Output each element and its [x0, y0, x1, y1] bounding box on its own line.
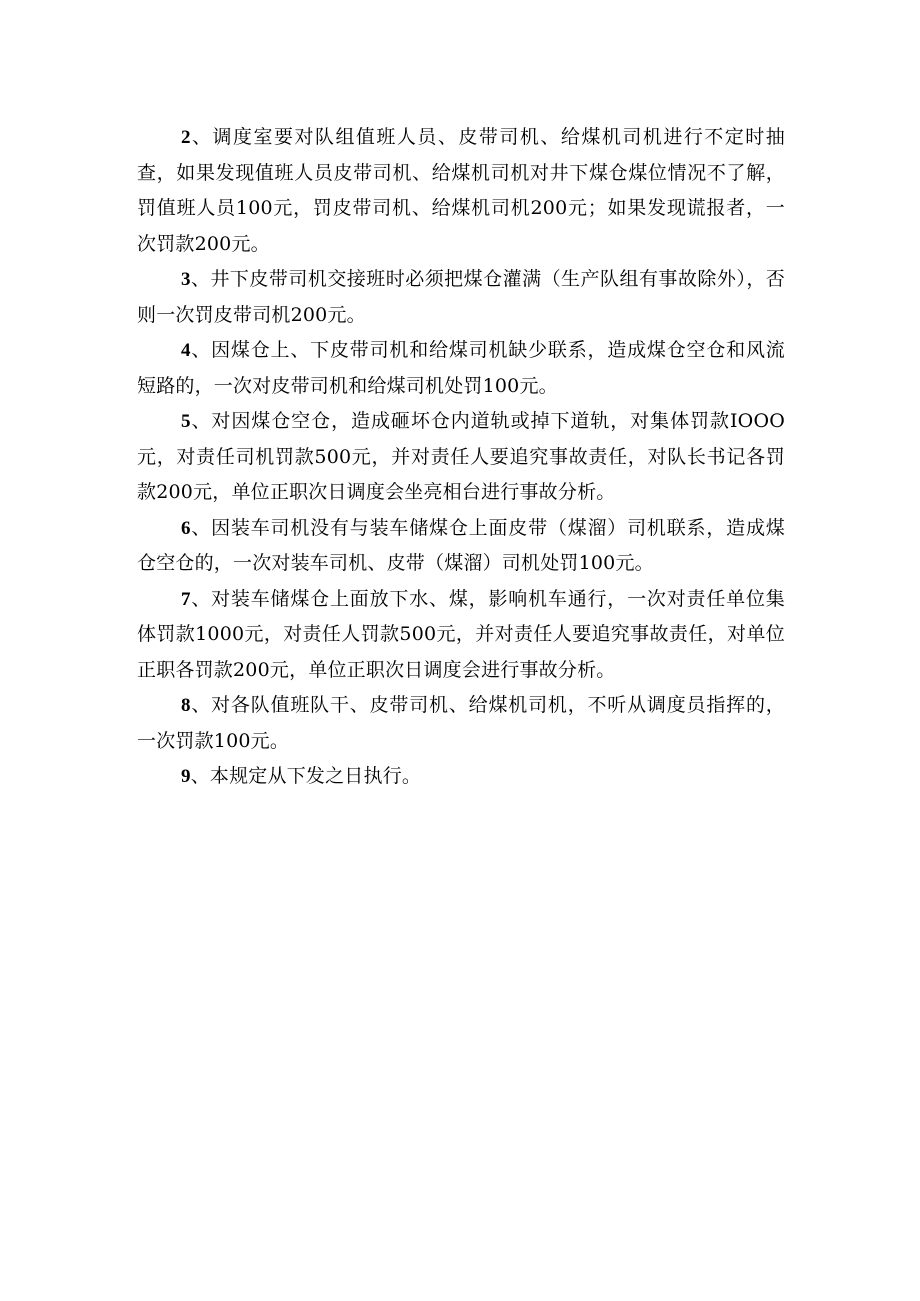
rule-text: 、因装车司机没有与装车储煤仓上面皮带（煤溜）司机联系，造成煤仓空仓的，一次对装车司机、皮带（煤溜）司机处罚100元。 [137, 516, 785, 574]
rule-text: 、本规定从下发之日执行。 [190, 765, 422, 787]
rule-paragraph-2 [137, 120, 785, 262]
rule-paragraph-3 [137, 262, 785, 333]
rule-paragraph-6 [137, 511, 785, 582]
rule-text: 、对装车储煤仓上面放下水、煤，影响机车通行，一次对责任单位集体罚款1000元，对责任人罚款500元，并对责任人要追究事故责任，对单位正职各罚款200元，单位正职次日调度会进行事故分析。 [137, 587, 785, 681]
rule-number: 3 [181, 269, 191, 290]
rule-number: 6 [181, 517, 191, 539]
rule-paragraph-9 [137, 759, 785, 795]
rule-text: 、因煤仓上、下皮带司机和给煤司机缺少联系，造成煤仓空仓和风流短路的，一次对皮带司机和给煤司机处罚100元。 [137, 339, 785, 397]
rule-number: 4 [181, 340, 191, 361]
rule-paragraph-4 [137, 333, 785, 404]
rule-text: 、调度室要对队组值班人员、皮带司机、给煤机司机进行不定时抽查，如果发现值班人员皮带司机、给煤机司机对井下煤仓煤位情况不了解，罚值班人员100元，罚皮带司机、给煤机司机200元；如果发现谎报者，一次罚款200元。 [137, 126, 785, 255]
document-body [137, 120, 785, 795]
rule-number: 9 [181, 766, 191, 787]
rule-text: 、对因煤仓空仓，造成砸坏仓内道轨或掉下道轨，对集体罚款IOOO元，对责任司机罚款500元，并对责任人要追究事故责任，对队长书记各罚款200元，单位正职次日调度会坐亮相台进行事故分析。 [137, 410, 785, 503]
rule-text: 、对各队值班队干、皮带司机、给煤机司机，不听从调度员指挥的，一次罚款100元。 [137, 694, 785, 752]
rule-number: 2 [181, 127, 191, 148]
rule-text: 、井下皮带司机交接班时必须把煤仓灌满（生产队组有事故除外），否则一次罚皮带司机200元。 [137, 268, 785, 326]
rule-paragraph-5 [137, 404, 785, 511]
rule-number: 5 [181, 411, 191, 432]
rule-number: 8 [181, 695, 191, 716]
rule-paragraph-7 [137, 582, 785, 689]
rule-number: 7 [181, 588, 191, 610]
rule-paragraph-8 [137, 688, 785, 759]
